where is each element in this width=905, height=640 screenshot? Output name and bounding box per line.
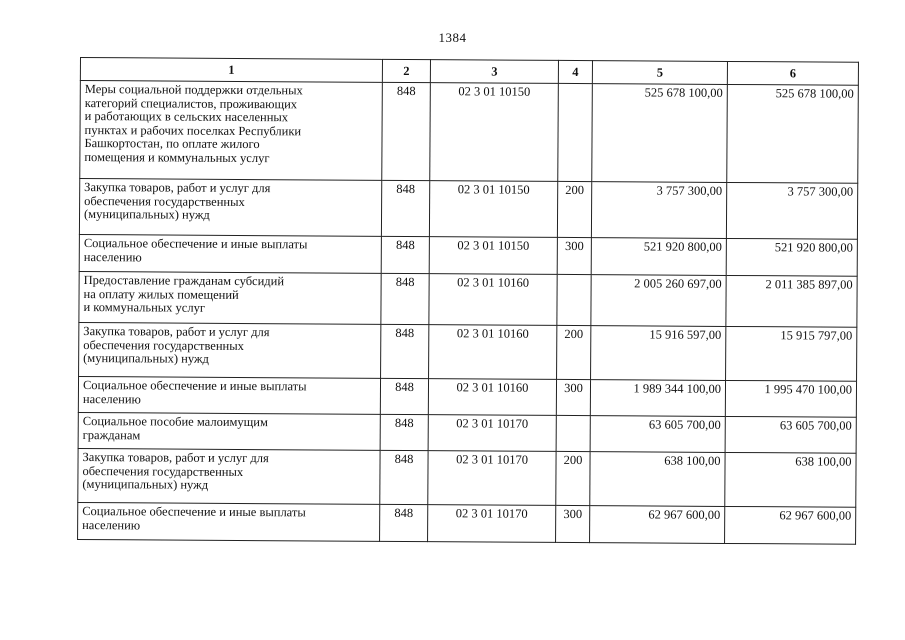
- budget-table: [77, 57, 859, 545]
- row-name: Меры социальной поддержки отдельных категорий специалистов, проживающих и работающих в сельских населенных пунктах и рабочих поселках Республики Башкортостан, по оплате жилого помещения и коммунальных услуг: [80, 81, 383, 181]
- row-kind-code: 300: [557, 237, 591, 274]
- row-ministry-code: 848: [382, 82, 431, 180]
- row-kind-code: 200: [557, 325, 591, 379]
- row-target-code: 02 3 01 10170: [428, 451, 556, 506]
- row-kind-code: [558, 83, 593, 181]
- row-name: Закупка товаров, работ и услуг для обеспечения государственных (муниципальных) нужд: [78, 448, 380, 504]
- row-amount-col5: 63 605 700,00: [590, 416, 725, 453]
- table-row: [78, 502, 856, 544]
- row-ministry-code: 848: [381, 236, 429, 273]
- row-name: Закупка товаров, работ и услуг для обеспечения государственных (муниципальных) нужд: [79, 179, 381, 237]
- row-kind-code: 300: [556, 379, 590, 415]
- row-target-code: 02 3 01 10160: [428, 379, 556, 416]
- row-amount-col6: 62 967 600,00: [725, 506, 856, 544]
- row-amount-col5: 15 916 597,00: [591, 326, 726, 381]
- table-row: [79, 322, 857, 381]
- row-amount-col6: 15 915 797,00: [726, 326, 857, 381]
- table-row: [79, 271, 857, 327]
- table-body: [78, 81, 859, 545]
- row-name: Социальное пособие малоимущим гражданам: [78, 412, 380, 450]
- row-amount-col5: 525 678 100,00: [592, 84, 728, 183]
- row-kind-code: [556, 415, 590, 451]
- row-amount-col5: 3 757 300,00: [591, 182, 726, 239]
- header-col-1: 1: [80, 58, 382, 83]
- row-target-code: 02 3 01 10160: [429, 274, 557, 326]
- row-kind-code: 200: [557, 181, 591, 237]
- header-col-6: 6: [727, 61, 858, 85]
- row-amount-col5: 521 920 800,00: [591, 238, 726, 276]
- row-kind-code: 300: [556, 505, 590, 542]
- row-name: Закупка товаров, работ и услуг для обеспечения государственных (муниципальных) нужд: [79, 322, 381, 378]
- row-kind-code: [557, 274, 591, 325]
- row-target-code: 02 3 01 10160: [429, 325, 557, 380]
- row-target-code: 02 3 01 10150: [430, 83, 559, 182]
- row-name: Предоставление гражданам субсидий на оплату жилых помещений и коммунальных услуг: [79, 271, 381, 324]
- row-amount-col5: 1 989 344 100,00: [590, 380, 725, 417]
- table-row: [79, 234, 857, 276]
- row-amount-col6: 525 678 100,00: [727, 84, 859, 183]
- row-amount-col6: 2 011 385 897,00: [726, 275, 857, 327]
- row-target-code: 02 3 01 10170: [428, 415, 556, 452]
- row-target-code: 02 3 01 10150: [429, 237, 557, 275]
- row-name: Социальное обеспечение и иные выплаты населению: [79, 234, 381, 273]
- row-ministry-code: 848: [380, 504, 428, 541]
- header-col-5: 5: [592, 61, 727, 85]
- row-target-code: 02 3 01 10150: [429, 181, 557, 238]
- row-target-code: 02 3 01 10170: [428, 505, 556, 543]
- row-name: Социальное обеспечение и иные выплаты населению: [78, 502, 380, 541]
- table-row: [78, 448, 856, 507]
- header-col-2: 2: [382, 59, 430, 82]
- row-ministry-code: 848: [381, 273, 429, 324]
- table-row: [78, 412, 856, 453]
- row-ministry-code: 848: [380, 414, 428, 450]
- row-amount-col6: 521 920 800,00: [726, 238, 857, 276]
- table-row: [78, 376, 856, 417]
- header-col-4: 4: [558, 60, 592, 83]
- row-ministry-code: 848: [381, 324, 429, 378]
- row-ministry-code: 848: [381, 180, 429, 236]
- row-amount-col6: 63 605 700,00: [725, 416, 856, 453]
- row-amount-col6: 638 100,00: [725, 452, 856, 507]
- row-name: Социальное обеспечение и иные выплаты населению: [78, 376, 380, 414]
- row-ministry-code: 848: [380, 450, 428, 504]
- row-amount-col5: 638 100,00: [590, 452, 725, 507]
- row-amount-col6: 3 757 300,00: [726, 182, 857, 239]
- table-row: [80, 81, 859, 184]
- row-kind-code: 200: [556, 451, 590, 505]
- row-amount-col5: 2 005 260 697,00: [591, 275, 726, 327]
- header-col-3: 3: [430, 60, 558, 84]
- row-amount-col6: 1 995 470 100,00: [725, 380, 856, 417]
- table-row: [79, 179, 857, 240]
- page-number: 1384: [438, 30, 467, 45]
- row-ministry-code: 848: [380, 378, 428, 414]
- row-amount-col5: 62 967 600,00: [590, 506, 725, 544]
